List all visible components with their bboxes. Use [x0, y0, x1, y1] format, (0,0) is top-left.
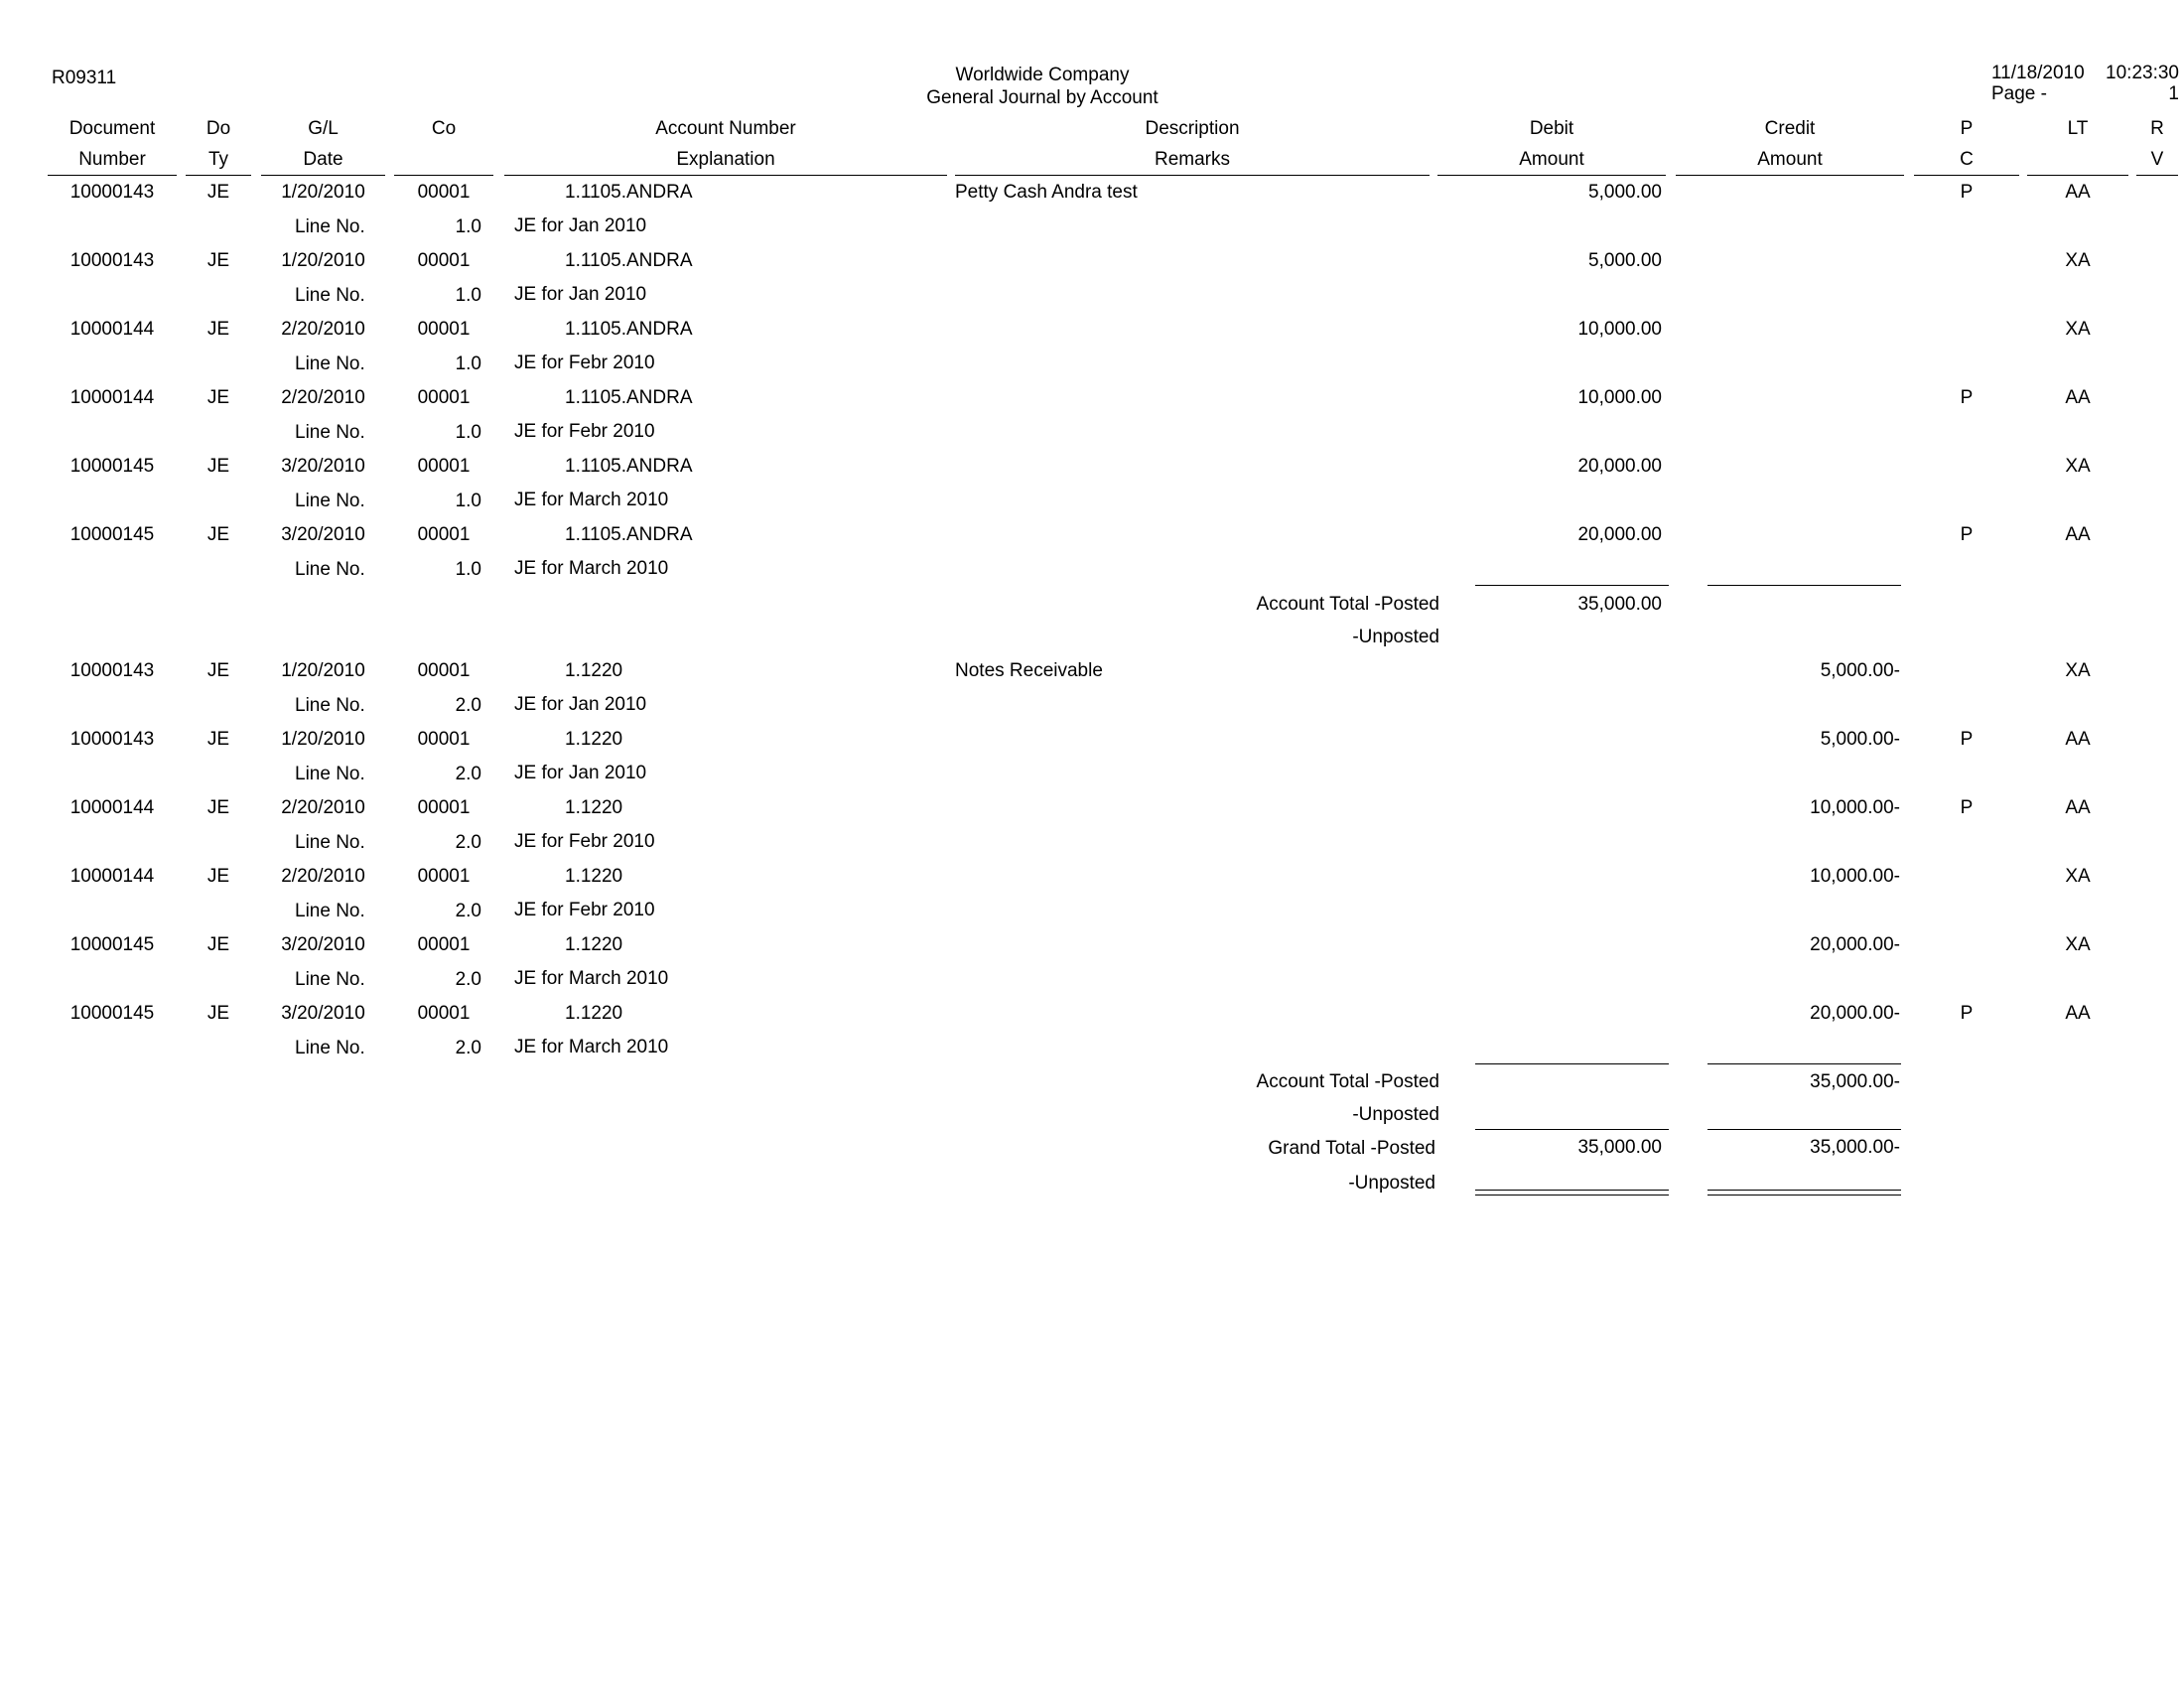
company-code: 00001 — [417, 866, 471, 887]
explanation: JE for Febr 2010 — [514, 352, 655, 373]
col-header-description: Description — [1145, 118, 1240, 139]
ledger-type: AA — [2065, 182, 2091, 203]
line-no-label: Line No. — [295, 764, 365, 784]
document-number: 10000144 — [69, 319, 155, 340]
description: Notes Receivable — [955, 660, 1103, 681]
doc-type: JE — [206, 182, 230, 203]
company-code: 00001 — [417, 524, 471, 545]
page-label: Page - — [1991, 83, 2047, 104]
document-number: 10000145 — [69, 934, 155, 955]
gl-date: 2/20/2010 — [281, 797, 365, 818]
debit-amount: 5,000.00 — [1588, 250, 1662, 271]
document-number: 10000144 — [69, 866, 155, 887]
col-subheader-date: Date — [303, 149, 343, 170]
line-number: 1.0 — [455, 422, 481, 443]
gl-date: 1/20/2010 — [281, 250, 365, 271]
col-subheader-explanation: Explanation — [676, 149, 775, 170]
company-code: 00001 — [417, 182, 471, 203]
col-header-debit: Debit — [1529, 118, 1574, 139]
ledger-type: XA — [2065, 866, 2091, 887]
line-number: 2.0 — [455, 1038, 481, 1058]
doc-type: JE — [206, 934, 230, 955]
gl-date: 2/20/2010 — [281, 866, 365, 887]
company-code: 00001 — [417, 250, 471, 271]
header-underline — [48, 175, 177, 176]
posted-code: P — [1960, 797, 1974, 818]
header-underline — [1914, 175, 2019, 176]
line-number: 1.0 — [455, 216, 481, 237]
header-underline — [2027, 175, 2128, 176]
header-underline — [2136, 175, 2178, 176]
line-no-label: Line No. — [295, 285, 365, 306]
document-number: 10000144 — [69, 797, 155, 818]
explanation: JE for Febr 2010 — [514, 900, 655, 920]
line-no-label: Line No. — [295, 969, 365, 990]
line-no-label: Line No. — [295, 832, 365, 853]
doc-type: JE — [206, 456, 230, 477]
description: Petty Cash Andra test — [955, 182, 1138, 203]
line-number: 2.0 — [455, 969, 481, 990]
account-number: 1.1220 — [565, 729, 623, 750]
posted-code: P — [1960, 729, 1974, 750]
doc-type: JE — [206, 387, 230, 408]
subtotal-rule — [1475, 1063, 1669, 1064]
account-number: 1.1105.ANDRA — [565, 524, 693, 545]
report-date: 11/18/2010 — [1991, 63, 2085, 83]
ledger-type: AA — [2065, 729, 2091, 750]
debit-amount: 10,000.00 — [1577, 319, 1662, 340]
grand-total-double-rule — [1707, 1190, 1901, 1196]
col-subheader-debit-amount: Amount — [1519, 149, 1584, 170]
account-total-unposted-label: -Unposted — [1352, 627, 1439, 647]
gl-date: 3/20/2010 — [281, 934, 365, 955]
subtotal-rule — [1707, 585, 1901, 586]
grand-total-debit: 35,000.00 — [1577, 1137, 1662, 1158]
gl-date: 3/20/2010 — [281, 524, 365, 545]
account-number: 1.1220 — [565, 1003, 623, 1024]
gl-date: 2/20/2010 — [281, 319, 365, 340]
account-total-credit: 35,000.00- — [1810, 1071, 1900, 1092]
grand-total-posted-label: Grand Total -Posted — [1268, 1138, 1435, 1159]
col-header-co: Co — [431, 118, 457, 139]
document-number: 10000143 — [69, 250, 155, 271]
col-subheader-remarks: Remarks — [1154, 149, 1230, 170]
col-header-p: P — [1960, 118, 1974, 139]
document-number: 10000145 — [69, 1003, 155, 1024]
col-subheader-credit-amount: Amount — [1757, 149, 1823, 170]
line-number: 2.0 — [455, 695, 481, 716]
company-code: 00001 — [417, 729, 471, 750]
line-no-label: Line No. — [295, 216, 365, 237]
line-no-label: Line No. — [295, 422, 365, 443]
ledger-type: XA — [2065, 250, 2091, 271]
line-number: 1.0 — [455, 353, 481, 374]
header-underline — [1437, 175, 1666, 176]
explanation: JE for March 2010 — [514, 558, 669, 579]
line-no-label: Line No. — [295, 1038, 365, 1058]
document-number: 10000145 — [69, 524, 155, 545]
posted-code: P — [1960, 524, 1974, 545]
gl-date: 1/20/2010 — [281, 729, 365, 750]
company-code: 00001 — [417, 319, 471, 340]
document-number: 10000143 — [69, 182, 155, 203]
gl-date: 1/20/2010 — [281, 182, 365, 203]
document-number: 10000144 — [69, 387, 155, 408]
company-code: 00001 — [417, 934, 471, 955]
account-total-posted-label: Account Total -Posted — [1256, 594, 1439, 615]
doc-type: JE — [206, 866, 230, 887]
grand-total-credit: 35,000.00- — [1810, 1137, 1900, 1158]
document-number: 10000145 — [69, 456, 155, 477]
report-title: General Journal by Account — [926, 87, 1159, 108]
line-number: 1.0 — [455, 559, 481, 580]
ledger-type: XA — [2065, 660, 2091, 681]
company-code: 00001 — [417, 387, 471, 408]
subtotal-rule — [1707, 1063, 1901, 1064]
gl-date: 3/20/2010 — [281, 1003, 365, 1024]
debit-amount: 5,000.00 — [1588, 182, 1662, 203]
col-header-credit: Credit — [1764, 118, 1816, 139]
explanation: JE for Jan 2010 — [514, 284, 647, 305]
explanation: JE for Febr 2010 — [514, 421, 655, 442]
ledger-type: AA — [2065, 797, 2091, 818]
explanation: JE for March 2010 — [514, 490, 669, 510]
account-number: 1.1220 — [565, 660, 623, 681]
explanation: JE for Jan 2010 — [514, 694, 647, 715]
line-no-label: Line No. — [295, 353, 365, 374]
account-number: 1.1220 — [565, 934, 623, 955]
account-number: 1.1105.ANDRA — [565, 387, 693, 408]
gl-date: 2/20/2010 — [281, 387, 365, 408]
debit-amount: 10,000.00 — [1577, 387, 1662, 408]
col-header-r: R — [2150, 118, 2164, 139]
ledger-type: XA — [2065, 456, 2091, 477]
credit-amount: 5,000.00- — [1820, 729, 1900, 750]
account-number: 1.1105.ANDRA — [565, 319, 693, 340]
explanation: JE for March 2010 — [514, 1037, 669, 1057]
account-number: 1.1220 — [565, 797, 623, 818]
company-code: 00001 — [417, 660, 471, 681]
gl-date: 1/20/2010 — [281, 660, 365, 681]
subtotal-rule — [1475, 585, 1669, 586]
line-number: 2.0 — [455, 901, 481, 921]
header-underline — [261, 175, 385, 176]
account-number: 1.1220 — [565, 866, 623, 887]
line-no-label: Line No. — [295, 491, 365, 511]
report-time: 10:23:30 — [2106, 63, 2179, 83]
explanation: JE for Jan 2010 — [514, 215, 647, 236]
explanation: JE for Febr 2010 — [514, 831, 655, 852]
col-subheader-v: V — [2150, 149, 2164, 170]
line-number: 1.0 — [455, 491, 481, 511]
line-no-label: Line No. — [295, 559, 365, 580]
account-number: 1.1105.ANDRA — [565, 456, 693, 477]
document-number: 10000143 — [69, 660, 155, 681]
posted-code: P — [1960, 387, 1974, 408]
document-number: 10000143 — [69, 729, 155, 750]
doc-type: JE — [206, 319, 230, 340]
grand-total-rule — [1475, 1129, 1669, 1130]
grand-total-unposted-label: -Unposted — [1348, 1173, 1435, 1194]
doc-type: JE — [206, 729, 230, 750]
ledger-type: XA — [2065, 934, 2091, 955]
header-underline — [1676, 175, 1904, 176]
explanation: JE for March 2010 — [514, 968, 669, 989]
company-code: 00001 — [417, 797, 471, 818]
col-header-do: Do — [205, 118, 231, 139]
company-code: 00001 — [417, 1003, 471, 1024]
explanation: JE for Jan 2010 — [514, 763, 647, 783]
posted-code: P — [1960, 1003, 1974, 1024]
col-subheader-c: C — [1960, 149, 1974, 170]
credit-amount: 10,000.00- — [1810, 866, 1900, 887]
ledger-type: XA — [2065, 319, 2091, 340]
credit-amount: 20,000.00- — [1810, 1003, 1900, 1024]
line-no-label: Line No. — [295, 901, 365, 921]
col-subheader-number: Number — [78, 149, 146, 170]
debit-amount: 20,000.00 — [1577, 456, 1662, 477]
header-underline — [504, 175, 947, 176]
doc-type: JE — [206, 250, 230, 271]
col-subheader-ty: Ty — [207, 149, 229, 170]
col-header-account-number: Account Number — [655, 118, 796, 139]
header-underline — [955, 175, 1430, 176]
ledger-type: AA — [2065, 524, 2091, 545]
line-number: 1.0 — [455, 285, 481, 306]
posted-code: P — [1960, 182, 1974, 203]
line-number: 2.0 — [455, 764, 481, 784]
grand-total-double-rule — [1475, 1190, 1669, 1196]
line-number: 2.0 — [455, 832, 481, 853]
report-id: R09311 — [52, 68, 117, 88]
line-no-label: Line No. — [295, 695, 365, 716]
doc-type: JE — [206, 797, 230, 818]
credit-amount: 10,000.00- — [1810, 797, 1900, 818]
ledger-type: AA — [2065, 387, 2091, 408]
account-total-debit: 35,000.00 — [1577, 594, 1662, 615]
col-header-lt: LT — [2067, 118, 2089, 139]
company-name: Worldwide Company — [955, 65, 1130, 85]
doc-type: JE — [206, 1003, 230, 1024]
col-header-document: Document — [68, 118, 156, 139]
credit-amount: 5,000.00- — [1820, 660, 1900, 681]
doc-type: JE — [206, 660, 230, 681]
debit-amount: 20,000.00 — [1577, 524, 1662, 545]
col-header-gl: G/L — [308, 118, 339, 139]
doc-type: JE — [206, 524, 230, 545]
account-total-posted-label: Account Total -Posted — [1256, 1071, 1439, 1092]
ledger-type: AA — [2065, 1003, 2091, 1024]
header-underline — [394, 175, 493, 176]
page-number: 1 — [2168, 83, 2179, 104]
account-number: 1.1105.ANDRA — [565, 182, 693, 203]
account-number: 1.1105.ANDRA — [565, 250, 693, 271]
grand-total-rule — [1707, 1129, 1901, 1130]
gl-date: 3/20/2010 — [281, 456, 365, 477]
company-code: 00001 — [417, 456, 471, 477]
account-total-unposted-label: -Unposted — [1352, 1104, 1439, 1125]
header-underline — [186, 175, 251, 176]
credit-amount: 20,000.00- — [1810, 934, 1900, 955]
